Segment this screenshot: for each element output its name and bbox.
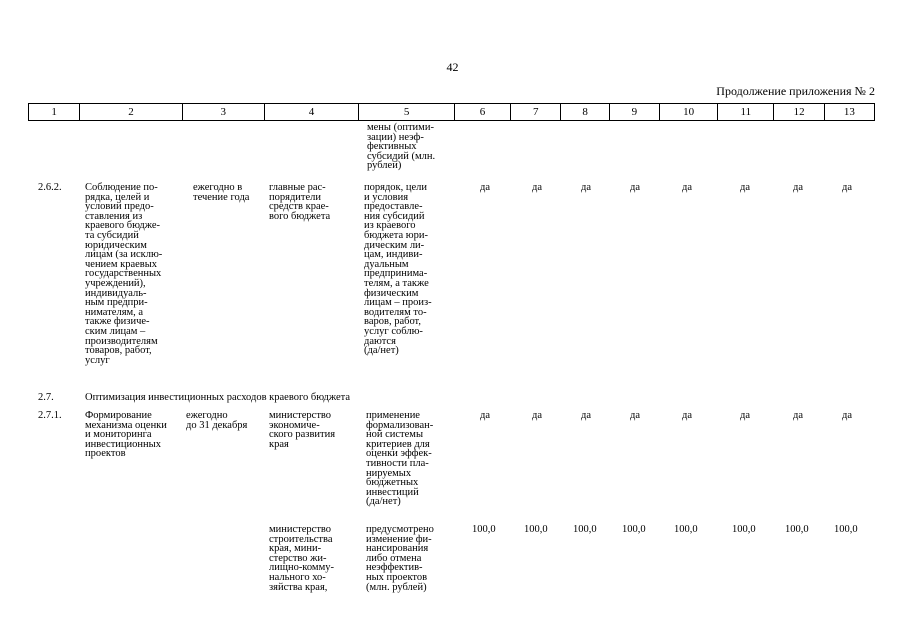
row-2-7-1-b-value-12: 100,0 [785,524,809,535]
row-2-6-2-value-10: да [682,182,693,193]
column-header-10: 10 [660,104,718,120]
row-2-7-1-a-value-6: да [480,410,491,421]
column-header-4: 4 [265,104,360,120]
column-header-1: 1 [29,104,80,120]
row-2-7-1-responsible-b: министерство строительства края, мини- стерство жи- лищно-комму- нального хо- зяйства края, [269,524,334,593]
column-header-6: 6 [455,104,511,120]
row-2-7-1-b-value-13: 100,0 [834,524,858,535]
row-2-6-2-event: Соблюдение по- рядка, целей и условий предо- ставления из краевого бюдже- та субсидий юридическим лицам (за исклю- чением краевых государственных учреждений), индивидуаль- ным предпри- нимателям, а также физиче- ским лицам – производителям товаров, работ, услуг [85,182,163,366]
column-header-7: 7 [511,104,561,120]
continuation-label: Продолжение приложения № 2 [716,84,875,98]
row-2-7-1-a-value-13: да [842,410,853,421]
carryover-col5-text: мены (оптими- зации) неэф- фективных субсидий (млн. рублей) [367,122,436,172]
column-header-12: 12 [774,104,824,120]
row-2-6-2-value-12: да [793,182,804,193]
row-2-7-1-b-value-11: 100,0 [732,524,756,535]
section-2-7-title: Оптимизация инвестиционных расходов краевого бюджета [85,392,351,403]
row-2-6-2-value-8: да [581,182,592,193]
row-2-6-2-number: 2.6.2. [38,182,62,193]
column-header-9: 9 [610,104,660,120]
column-header-13: 13 [843,106,855,118]
row-2-7-1-a-value-7: да [532,410,543,421]
page-number: 42 [446,60,459,74]
row-2-6-2-responsible: главные рас- порядители средств крае- вого бюджета [269,182,331,222]
row-2-7-1-b-value-9: 100,0 [622,524,646,535]
row-2-7-1-deadline: ежегодно до 31 декабря [186,410,248,431]
row-2-6-2-value-9: да [630,182,641,193]
row-2-7-1-b-value-8: 100,0 [573,524,597,535]
row-2-7-1-event: Формирование механизма оценки и мониторинга инвестиционных проектов [85,410,167,460]
column-header-3: 3 [183,104,265,120]
row-2-7-1-responsible-a: министерство экономиче- ского развития края [269,410,336,450]
row-2-7-1-a-value-8: да [581,410,592,421]
column-header-5: 5 [359,104,455,120]
row-2-6-2-value-6: да [480,182,491,193]
column-header-11: 11 [718,104,774,120]
row-2-7-1-a-value-10: да [682,410,693,421]
row-2-7-1-indicator-b: предусмотрено изменение фи- нансирования либо отмена неэффектив- ных проектов (млн. рублей) [366,524,434,593]
row-2-6-2-value-13: да [842,182,853,193]
section-2-7-number: 2.7. [38,392,54,403]
row-2-6-2-value-11: да [740,182,751,193]
row-2-7-1-b-value-10: 100,0 [674,524,698,535]
row-2-7-1-a-value-11: да [740,410,751,421]
row-2-6-2-value-7: да [532,182,543,193]
row-2-6-2-indicator: порядок, цели и условия предоставле- ния субсидий из краевого бюджета юри- дическим ли- цам, индиви- дуальным предпринима- телям, а также физическим лицам – произ- водителям то- варов, работ, услуг соблю- даются (да/нет) [364,182,432,357]
row-2-7-1-number: 2.7.1. [38,410,62,421]
row-2-7-1-a-value-9: да [630,410,641,421]
row-2-7-1-b-value-7: 100,0 [524,524,548,535]
row-2-7-1-a-value-12: да [793,410,804,421]
row-2-6-2-deadline: ежегодно в течение года [193,182,250,203]
row-2-7-1-b-value-6: 100,0 [472,524,496,535]
column-header-8: 8 [561,104,609,120]
row-2-7-1-indicator-a: применение формализован- ной системы критериев для оценки эффек- тивности пла- нируемых бюджетных инвестиций (да/нет) [366,410,434,508]
column-header-2: 2 [80,104,183,120]
table-header-row [28,103,875,121]
